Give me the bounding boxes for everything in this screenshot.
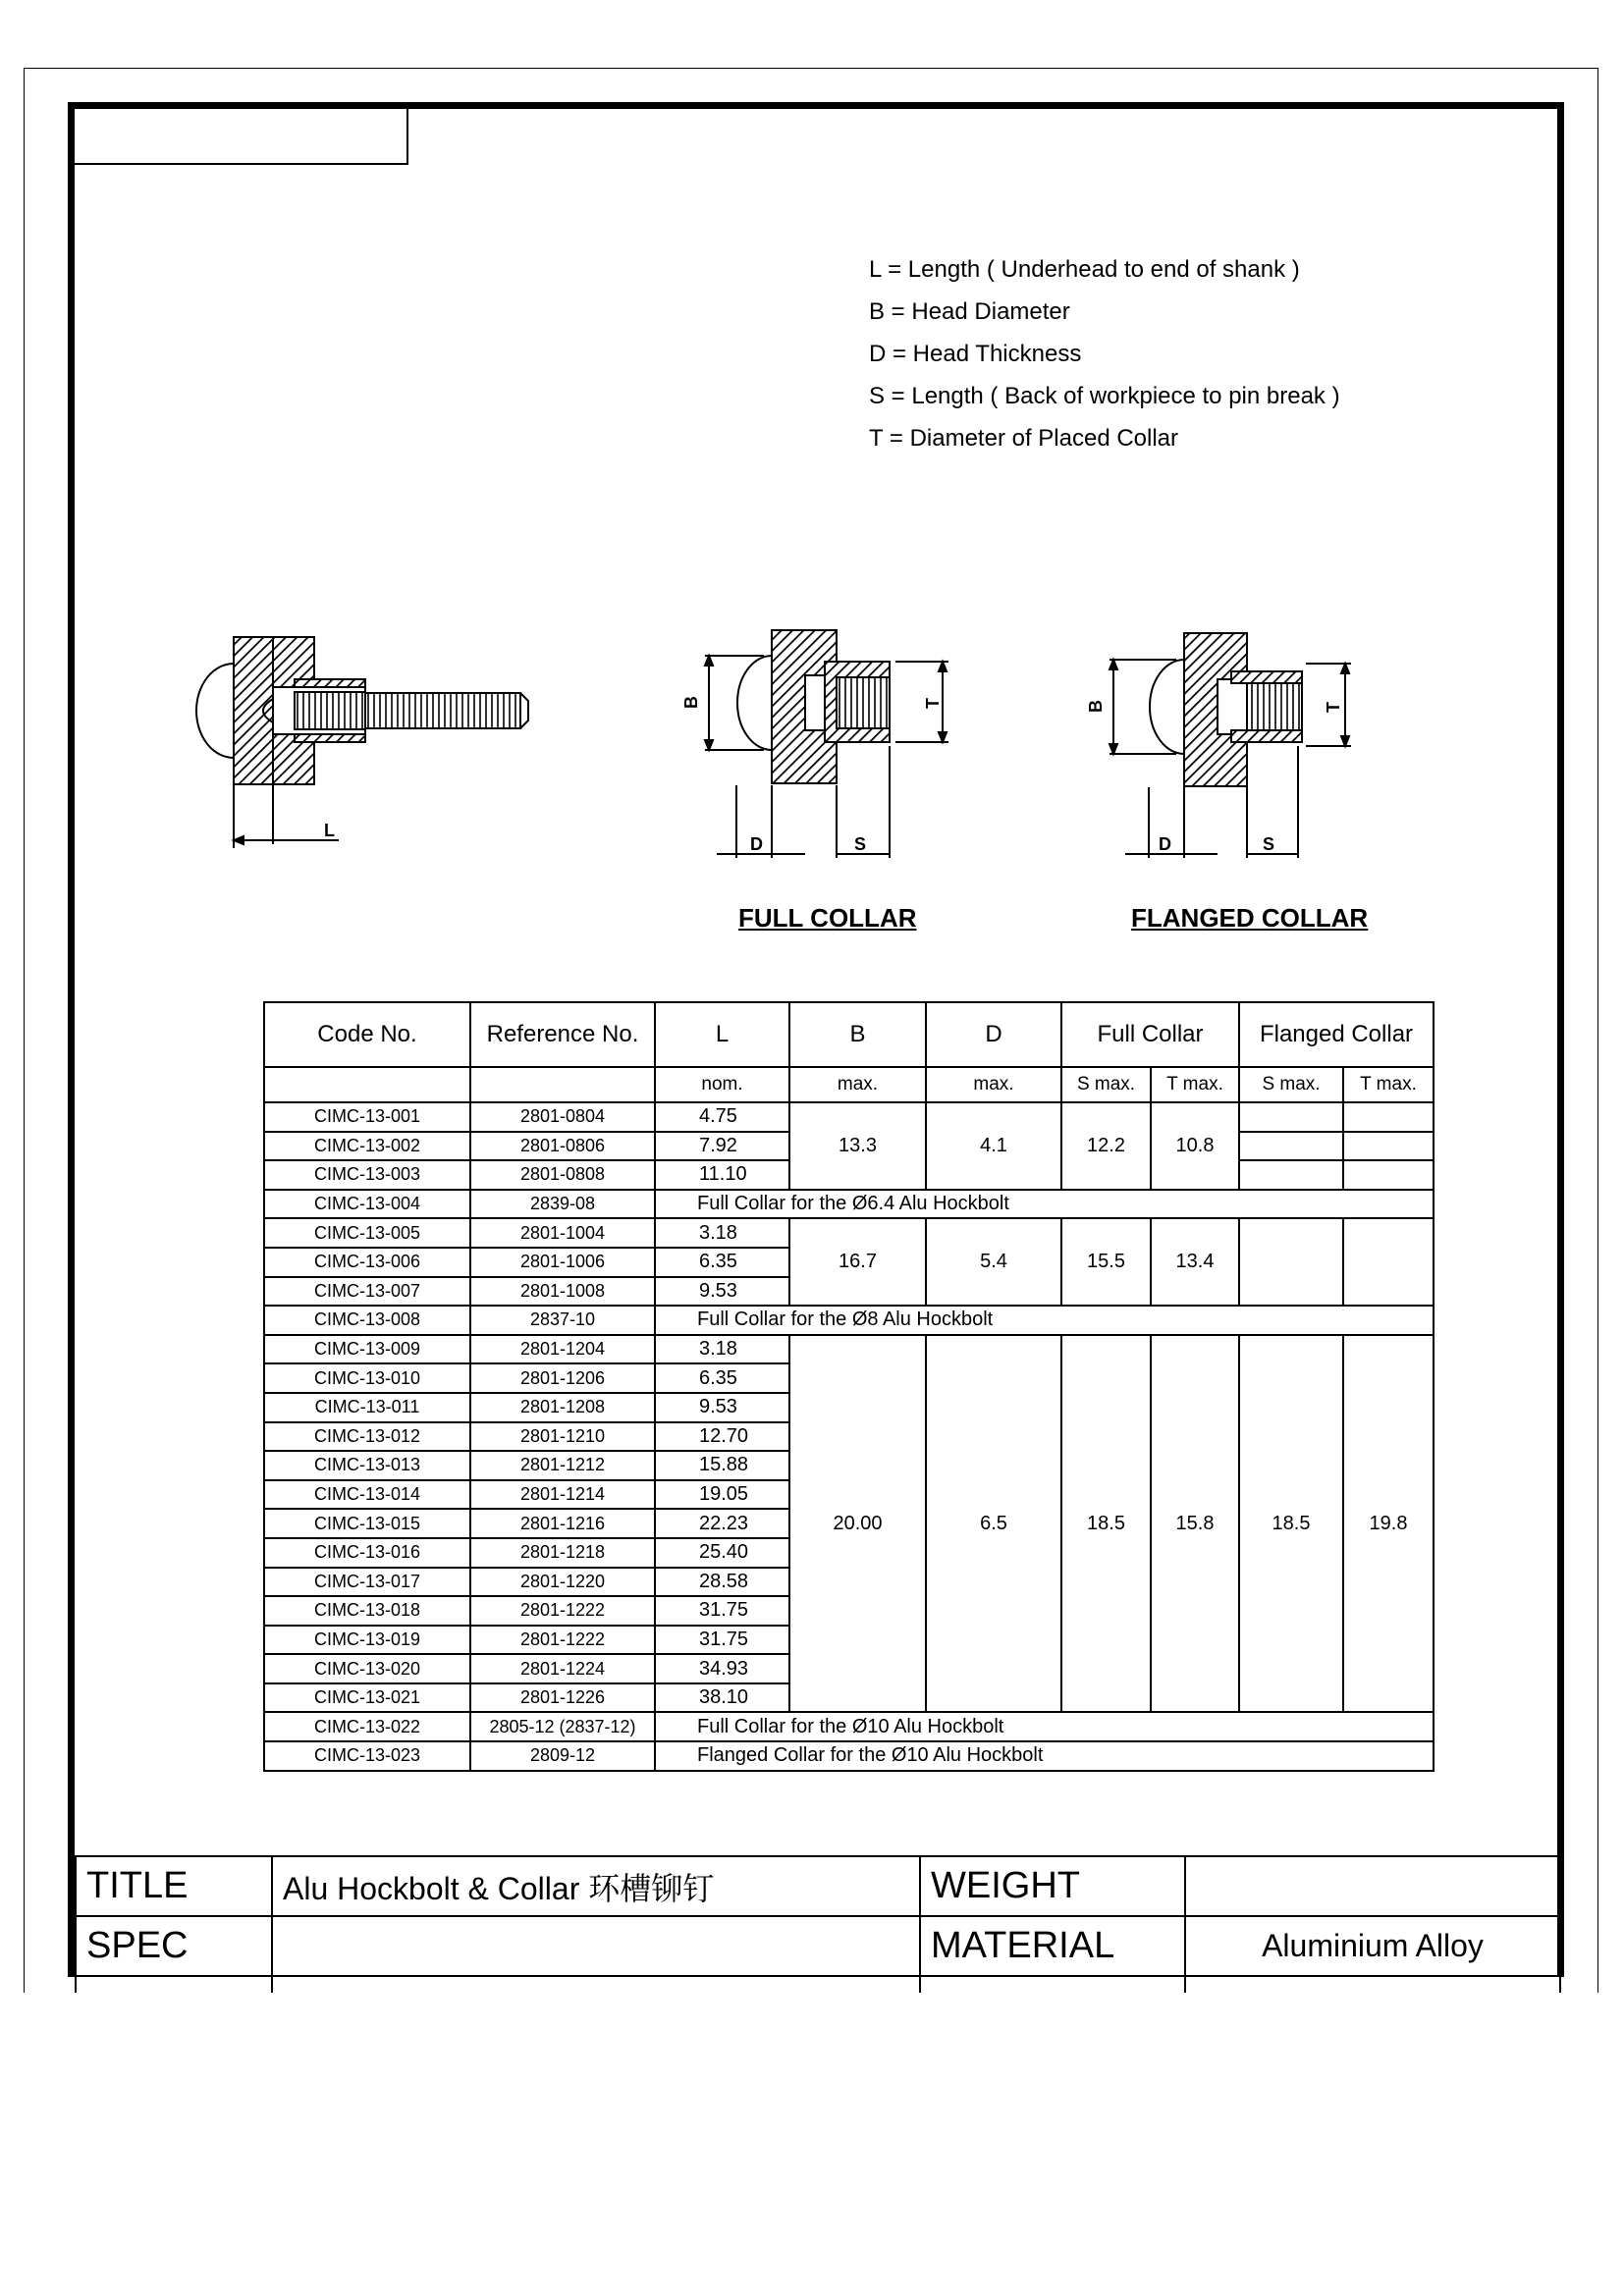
cell-L: 12.70 (655, 1422, 789, 1452)
cell-L: 9.53 (655, 1393, 789, 1422)
cell-reference: 2801-0806 (470, 1132, 655, 1161)
cell-note: Flanged Collar for the Ø10 Alu Hockbolt (655, 1741, 1434, 1771)
table-row (264, 1741, 1434, 1771)
cell-code: CIMC-13-020 (264, 1654, 470, 1683)
cell-reference: 2801-1226 (470, 1683, 655, 1713)
cell-D: 4.1 (926, 1102, 1061, 1190)
cell-code: CIMC-13-014 (264, 1480, 470, 1510)
cell-code: CIMC-13-006 (264, 1248, 470, 1277)
cell-full-t: 10.8 (1151, 1102, 1239, 1190)
cell-code: CIMC-13-009 (264, 1335, 470, 1364)
label-D-full: D (750, 834, 763, 854)
cell-reference: 2801-0808 (470, 1160, 655, 1190)
legend-line-t: T = Diameter of Placed Collar (869, 425, 1179, 452)
cell-L: 3.18 (655, 1218, 789, 1248)
cell-note: Full Collar for the Ø8 Alu Hockbolt (655, 1306, 1434, 1335)
subheader-full-t: T max. (1151, 1067, 1239, 1102)
cell-L: 38.10 (655, 1683, 789, 1713)
cell-code: CIMC-13-010 (264, 1363, 470, 1393)
label-T-full: T (923, 698, 943, 709)
cell-L: 25.40 (655, 1538, 789, 1568)
cell-reference: 2801-1004 (470, 1218, 655, 1248)
table-header-row (264, 1002, 1434, 1067)
cell-L: 31.75 (655, 1626, 789, 1655)
material-label: MATERIAL (920, 1916, 1185, 1976)
full-collar-caption: FULL COLLAR (738, 903, 917, 933)
dimension-legend (869, 248, 1340, 459)
cell-reference: 2837-10 (470, 1306, 655, 1335)
subheader-B: max. (789, 1067, 926, 1102)
cell-full-s: 18.5 (1061, 1335, 1151, 1713)
label-S-flanged: S (1263, 834, 1275, 854)
cell-flanged-s (1239, 1132, 1343, 1161)
cell-flanged-s: 18.5 (1239, 1335, 1343, 1713)
cell-reference: 2801-1208 (470, 1393, 655, 1422)
cell-code: CIMC-13-021 (264, 1683, 470, 1713)
cell-L: 31.75 (655, 1596, 789, 1626)
header-D: D (926, 1002, 1061, 1067)
cell-D: 6.5 (926, 1335, 1061, 1713)
label-L-drawing1: L (324, 821, 335, 840)
cell-flanged-t (1343, 1102, 1434, 1132)
cell-reference: 2801-1206 (470, 1363, 655, 1393)
cell-reference: 2809-12 (470, 1741, 655, 1771)
header-L: L (655, 1002, 789, 1067)
cell-code: CIMC-13-023 (264, 1741, 470, 1771)
legend-line-s: S = Length ( Back of workpiece to pin break ) (869, 383, 1340, 409)
cell-reference: 2801-1204 (470, 1335, 655, 1364)
cell-reference: 2801-1210 (470, 1422, 655, 1452)
cell-L: 11.10 (655, 1160, 789, 1190)
spec-value (272, 1916, 920, 1976)
cell-code: CIMC-13-007 (264, 1277, 470, 1307)
hockbolt-pin-drawing (196, 637, 528, 848)
header-reference: Reference No. (470, 1002, 655, 1067)
cell-code: CIMC-13-012 (264, 1422, 470, 1452)
cell-reference: 2801-1222 (470, 1626, 655, 1655)
cell-full-s: 12.2 (1061, 1102, 1151, 1190)
label-B-full: B (681, 696, 701, 709)
weight-label: WEIGHT (920, 1856, 1185, 1916)
material-value: Aluminium Alloy (1185, 1916, 1560, 1976)
cell-code: CIMC-13-013 (264, 1451, 470, 1480)
cell-flanged-t (1343, 1218, 1434, 1306)
cell-flanged-s (1239, 1160, 1343, 1190)
cell-note: Full Collar for the Ø10 Alu Hockbolt (655, 1712, 1434, 1741)
cell-flanged-t: 19.8 (1343, 1335, 1434, 1713)
cell-L: 6.35 (655, 1248, 789, 1277)
legend-line-b: B = Head Diameter (869, 298, 1070, 325)
specification-table (263, 1001, 1435, 1772)
subheader-reference (470, 1067, 655, 1102)
corner-box (75, 108, 408, 165)
cell-L: 3.18 (655, 1335, 789, 1364)
header-B: B (789, 1002, 926, 1067)
cell-L: 19.05 (655, 1480, 789, 1510)
cell-reference: 2801-1214 (470, 1480, 655, 1510)
table-subheader-row (264, 1067, 1434, 1102)
header-full-collar: Full Collar (1061, 1002, 1239, 1067)
flanged-collar-caption: FLANGED COLLAR (1131, 903, 1369, 933)
cell-full-t: 15.8 (1151, 1335, 1239, 1713)
subheader-full-s: S max. (1061, 1067, 1151, 1102)
cell-L: 34.93 (655, 1654, 789, 1683)
cell-code: CIMC-13-001 (264, 1102, 470, 1132)
cell-B: 16.7 (789, 1218, 926, 1306)
table-row (264, 1712, 1434, 1741)
title-value: Alu Hockbolt & Collar 环槽铆钉 (272, 1856, 920, 1916)
cell-reference: 2801-1222 (470, 1596, 655, 1626)
header-code: Code No. (264, 1002, 470, 1067)
cell-code: CIMC-13-018 (264, 1596, 470, 1626)
cell-code: CIMC-13-017 (264, 1568, 470, 1597)
cell-full-s: 15.5 (1061, 1218, 1151, 1306)
label-T-flanged: T (1324, 702, 1343, 713)
cell-reference: 2801-1216 (470, 1509, 655, 1538)
cell-reference: 2801-1218 (470, 1538, 655, 1568)
cell-code: CIMC-13-008 (264, 1306, 470, 1335)
subheader-L: nom. (655, 1067, 789, 1102)
title-label: TITLE (76, 1856, 272, 1916)
cell-L: 6.35 (655, 1363, 789, 1393)
cell-reference: 2839-08 (470, 1190, 655, 1219)
subheader-flanged-t: T max. (1343, 1067, 1434, 1102)
cell-flanged-s (1239, 1218, 1343, 1306)
cell-B: 20.00 (789, 1335, 926, 1713)
cell-D: 5.4 (926, 1218, 1061, 1306)
cell-reference: 2805-12 (2837-12) (470, 1712, 655, 1741)
cell-reference: 2801-1224 (470, 1654, 655, 1683)
cell-L: 4.75 (655, 1102, 789, 1132)
title-block-row (76, 1916, 1560, 1976)
cell-full-t: 13.4 (1151, 1218, 1239, 1306)
table-row (264, 1335, 1434, 1364)
weight-value (1185, 1856, 1560, 1916)
label-S-full: S (854, 834, 867, 854)
cell-code: CIMC-13-022 (264, 1712, 470, 1741)
cell-reference: 2801-1212 (470, 1451, 655, 1480)
header-flanged-collar: Flanged Collar (1239, 1002, 1434, 1067)
cell-code: CIMC-13-005 (264, 1218, 470, 1248)
cell-note: Full Collar for the Ø6.4 Alu Hockbolt (655, 1190, 1434, 1219)
title-block-row (76, 1856, 1560, 1916)
cell-flanged-t (1343, 1160, 1434, 1190)
label-B-flanged: B (1086, 700, 1106, 713)
cell-code: CIMC-13-016 (264, 1538, 470, 1568)
spec-label: SPEC (76, 1916, 272, 1976)
cell-L: 15.88 (655, 1451, 789, 1480)
cell-flanged-s (1239, 1102, 1343, 1132)
flanged-collar-drawing (1086, 633, 1351, 858)
cell-code: CIMC-13-011 (264, 1393, 470, 1422)
cell-reference: 2801-1006 (470, 1248, 655, 1277)
cell-reference: 2801-0804 (470, 1102, 655, 1132)
table-row (264, 1306, 1434, 1335)
cell-L: 9.53 (655, 1277, 789, 1307)
cell-reference: 2801-1008 (470, 1277, 655, 1307)
full-collar-drawing (681, 630, 948, 858)
table-row (264, 1190, 1434, 1219)
subheader-flanged-s: S max. (1239, 1067, 1343, 1102)
legend-line-l: L = Length ( Underhead to end of shank ) (869, 256, 1300, 283)
subheader-code (264, 1067, 470, 1102)
table-row (264, 1102, 1434, 1132)
subheader-D: max. (926, 1067, 1061, 1102)
cell-code: CIMC-13-002 (264, 1132, 470, 1161)
cell-L: 22.23 (655, 1509, 789, 1538)
table-row (264, 1218, 1434, 1248)
legend-line-d: D = Head Thickness (869, 341, 1082, 367)
cell-B: 13.3 (789, 1102, 926, 1190)
cell-L: 28.58 (655, 1568, 789, 1597)
cell-flanged-t (1343, 1132, 1434, 1161)
cell-L: 7.92 (655, 1132, 789, 1161)
cell-code: CIMC-13-019 (264, 1626, 470, 1655)
cell-code: CIMC-13-015 (264, 1509, 470, 1538)
page-cutoff (0, 1993, 1624, 2296)
cell-reference: 2801-1220 (470, 1568, 655, 1597)
label-D-flanged: D (1159, 834, 1171, 854)
cell-code: CIMC-13-004 (264, 1190, 470, 1219)
cell-code: CIMC-13-003 (264, 1160, 470, 1190)
